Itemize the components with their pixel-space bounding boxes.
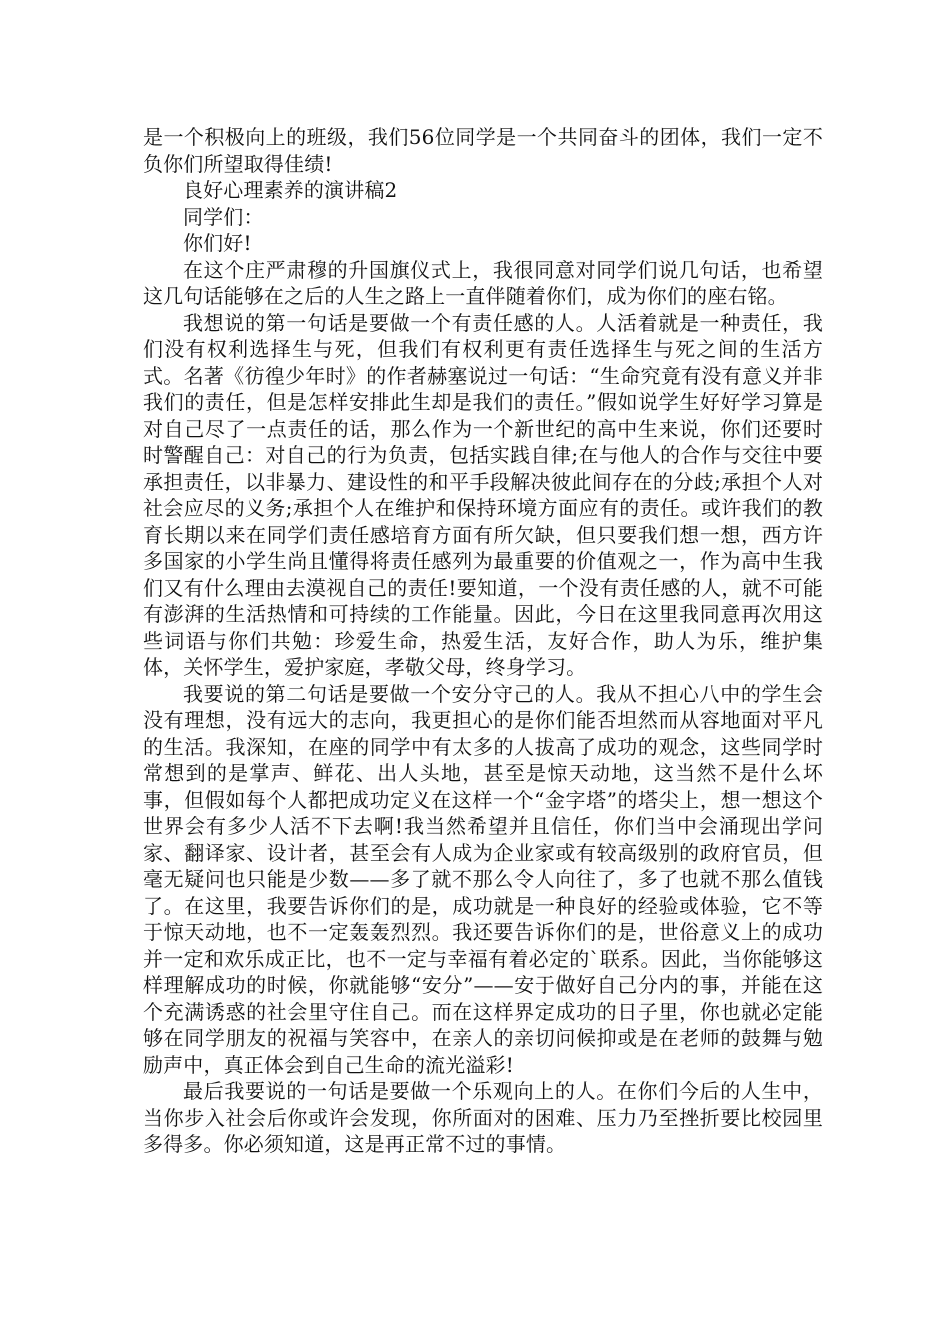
document-body [143,124,823,1158]
greeting: 你们好! [183,231,252,255]
paragraph-optimism: 最后我要说的一句话是要做一个乐观向上的人。在你们今后的人生中，当你步入社会后你或许会发现，你所面对的困难、压力乃至挫折要比校园里多得多。你必须知道，这是再正常不过的事情。 [143,1079,823,1156]
paragraph-responsibility: 我想说的第一句话是要做一个有责任感的人。人活着就是一种责任，我们没有权利选择生与死，但我们有权利更有责任选择生与死之间的生活方式。名著《彷徨少年时》的作者赫塞说过一句话：“生命究竟有没有意义并非我们的责任，但是怎样安排此生却是我们的责任。”假如说学生好好学习算是对自己尽了一点责任的话，那么作为一个新世纪的高中生来说，你们还要时时警醒自己：对自己的行为负责，包括实践自律;在与他人的合作与交往中要承担责任，以非暴力、建设性的和平手段解决彼此间存在的分歧;承担个人对社会应尽的义务;承担个人在维护和保持环境方面应有的责任。或许我们的教育长期以来在同学们责任感培育方面有所欠缺，但只要我们想一想，西方许多国家的小学生尚且懂得将责任感列为最重要的价值观之一，作为高中生我们又有什么理由去漠视自己的责任!要知道，一个没有责任感的人，就不可能有澎湃的生活热情和可持续的工作能量。因此，今日在这里我同意再次用这些词语与你们共勉：珍爱生命，热爱生活，友好合作，助人为乐，维护集体，关怀学生，爱护家庭，孝敬父母，终身学习。 [143,310,823,679]
paragraph-intro: 在这个庄严肃穆的升国旗仪式上，我很同意对同学们说几句话，也希望这几句话能够在之后的人生之路上一直伴随着你们，成为你们的座右铭。 [143,257,823,308]
paragraph-contentment: 我要说的第二句话是要做一个安分守己的人。我从不担心八中的学生会没有理想，没有远大的志向，我更担心的是你们能否坦然而从容地面对平凡的生活。我深知，在座的同学中有太多的人拔高了成功的观念，这些同学时常想到的是掌声、鲜花、出人头地，甚至是惊天动地，这当然不是什么坏事，但假如每个人都把成功定义在这样一个“金字塔”的塔尖上，想一想这个世界会有多少人活不下去啊!我当然希望并且信任，你们当中会涌现出学问家、翻译家、设计者，甚至会有人成为企业家或有较高级别的政府官员，但毫无疑问也只能是少数——多了就不那么令人向往了，多了也就不那么值钱了。在这里，我要告诉你们的是，成功就是一种良好的经验或体验，它不等于惊天动地，也不一定轰轰烈烈。我还要告诉你们的是，世俗意义上的成功并一定和欢乐成正比，也不一定与幸福有着必定的`联系。因此，当你能够这样理解成功的时候，你就能够“安分”——安于做好自己分内的事，并能在这个充满诱惑的社会里守住自己。而在这样界定成功的日子里，你也就必定能够在同学朋友的祝福与笑容中，在亲人的亲切问候抑或是在老师的鼓舞与勉励声中，真正体会到自己生命的流光溢彩! [143,681,823,1077]
speech-title: 良好心理素养的演讲稿2 [183,178,398,202]
paragraph-continuation: 是一个积极向上的班级，我们56位同学是一个共同奋斗的团体，我们一定不负你们所望取得佳绩! [143,125,823,176]
salutation: 同学们： [183,204,264,229]
